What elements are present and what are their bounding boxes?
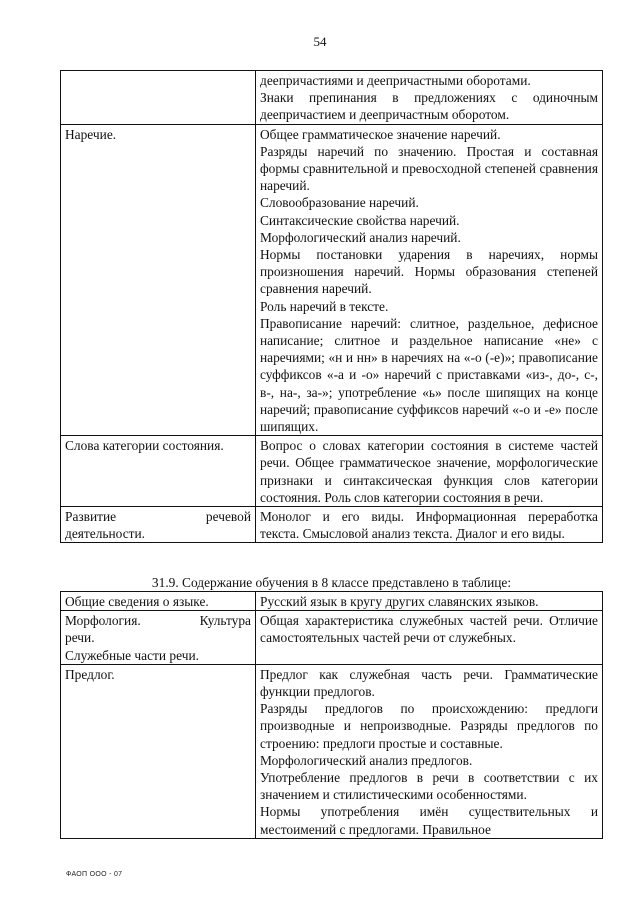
topic-line: деятельности. (65, 526, 146, 542)
content-table-7th-grade (60, 70, 603, 543)
content-cell: Вопрос о словах категории состояния в системе частей речи. Общее грамматическое значение, морфологические признаки и синтаксическая функция слов категории состояния. Роль слов категории состояния в речи. (256, 436, 603, 507)
content-cell (256, 124, 603, 436)
topic-line (65, 612, 251, 629)
content-paragraph: Синтаксические свойства наречий. (260, 212, 460, 228)
table-row (61, 71, 603, 125)
topic-word: речевой (205, 509, 251, 525)
content-paragraph: Знаки препинания в предложениях с одиночным деепричастием и деепричастным оборотом. (260, 90, 598, 123)
topic-cell (61, 507, 256, 543)
content-paragraph: Роль наречий в тексте. (260, 298, 389, 314)
content-paragraph: Морфологический анализ наречий. (260, 229, 461, 245)
table-row (61, 507, 603, 543)
content-paragraph: Словообразование наречий. (260, 195, 419, 211)
content-cell: Монолог и его виды. Информационная переработка текста. Смысловой анализ текста. Диалог и его виды. (256, 507, 603, 543)
topic-cell (61, 71, 256, 125)
topic-cell: Предлог. (61, 664, 256, 838)
page-number: 54 (313, 34, 327, 49)
content-paragraph: Предлог как служебная часть речи. Грамматические функции предлогов. (260, 666, 598, 700)
topic-word: Морфология. (65, 613, 141, 629)
table-row (61, 124, 603, 436)
content-cell: Общая характеристика служебных частей речи. Отличие самостоятельных частей речи от служебных. (256, 611, 603, 665)
content-cell (256, 71, 603, 125)
content-cell: Русский язык в кругу других славянских языков. (256, 592, 603, 611)
content-paragraph: деепричастиями и деепричастными оборотами. (260, 73, 531, 88)
table-row (61, 592, 603, 611)
topic-cell (61, 611, 256, 665)
content-cell (256, 664, 603, 838)
content-paragraph: Употребление предлогов в речи в соответствии с их значением и стилистическими особенностями. (260, 770, 598, 803)
section-heading: 31.9. Содержание обучения в 8 классе представлено в таблице: (151, 575, 512, 590)
topic-cell: Общие сведения о языке. (61, 592, 256, 611)
topic-line: речи. (65, 630, 95, 646)
topic-cell: Слова категории состояния. (61, 436, 256, 507)
document-code-footer: ФАОП ООО - 07 (66, 871, 123, 878)
topic-cell: Наречие. (61, 124, 256, 436)
content-table-8th-grade (60, 591, 603, 839)
topic-line (65, 508, 251, 525)
content-paragraph: Разряды наречий по значению. Простая и составная формы сравнительной и превосходной степеней сравнения наречий. (260, 143, 598, 194)
table-row (61, 664, 603, 838)
content-paragraph: Нормы употребления имён существительных и местоимений с предлогами. Правильное (260, 804, 598, 837)
table-row (61, 611, 603, 665)
topic-line: Служебные части речи. (65, 647, 199, 663)
table-row (61, 436, 603, 507)
content-paragraph: Правописание наречий: слитное, раздельное, дефисное написание; слитное и раздельное написание «не» с наречиями; «н и нн» в наречиях на «-о (-е)»; правописание суффиксов «-а и -о» наречий с приставками «из-, до-, с-, в-, на-, за-»; употребление «ь» после шипящих на конце наречий; правописание суффиксов наречий «-о и -е» после шипящих. (260, 315, 598, 435)
content-paragraph: Общее грамматическое значение наречий. (260, 126, 501, 142)
topic-word: Культура (199, 613, 251, 629)
content-paragraph: Морфологический анализ предлогов. (260, 752, 473, 768)
topic-word: Развитие (65, 509, 117, 525)
content-paragraph: Нормы постановки ударения в наречиях, нормы произношения наречий. Нормы образования степеней сравнения наречий. (260, 247, 598, 297)
content-paragraph: Разряды предлогов по происхождению: предлоги производные и непроизводные. Разряды предлогов по строению: предлоги простые и составные. (260, 701, 598, 751)
